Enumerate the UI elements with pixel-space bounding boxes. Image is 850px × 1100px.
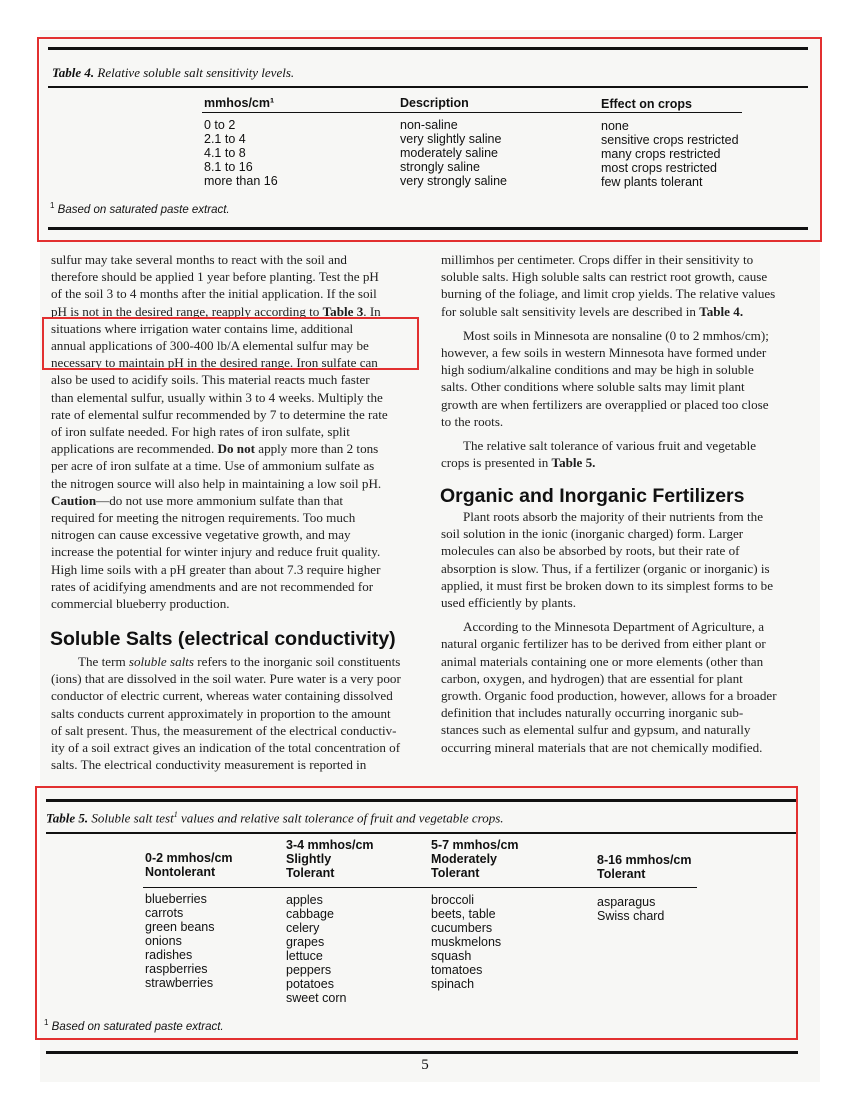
table-cell: very slightly saline	[400, 132, 502, 146]
list-item: cucumbers	[431, 921, 493, 935]
caution-emphasis: Caution	[51, 492, 97, 508]
text-line: The relative salt tolerance of various fruit and vegetable	[463, 438, 757, 454]
table4-header-mmhos: mmhos/cm¹	[204, 96, 275, 110]
highlight-box-table5	[35, 786, 798, 1040]
list-item: asparagus	[597, 895, 656, 909]
text-line: definition that includes naturally occurring inorganic sub-	[441, 705, 744, 721]
text-line: salts. The electrical conductivity measurement is reported in	[51, 757, 367, 773]
text-line: the nitrogen source will also help in maintaining a low soil pH.	[51, 475, 382, 491]
text-line: nitrogen can cause excessive vegetative growth, and may	[51, 527, 351, 543]
table3-reference: Table 3	[322, 303, 364, 319]
list-item: apples	[286, 893, 323, 907]
table-cell: none	[601, 119, 629, 133]
list-item: cabbage	[286, 907, 334, 921]
paragraph-salt-tolerance	[441, 437, 803, 471]
text-line: sulfur may take several months to react with the soil and	[51, 252, 347, 267]
paragraph-mn-agriculture	[441, 618, 803, 756]
footnote-mark: 1	[44, 1018, 49, 1027]
text-line: rate of elemental sulfur recommended by 7 to determine the rate	[51, 406, 388, 422]
list-item: tomatoes	[431, 963, 483, 977]
table4-header-effect: Effect on crops	[601, 97, 692, 111]
list-item: sweet corn	[286, 991, 347, 1005]
text-line: animal materials containing one or more elements (other than	[441, 653, 764, 669]
table5-caption-label: Table 5.	[46, 810, 89, 826]
text-line: natural organic fertilizer has to be derived from either plant or	[441, 636, 766, 652]
list-item: peppers	[286, 963, 332, 977]
do-not-emphasis: Do not	[217, 441, 255, 457]
table-cell: 4.1 to 8	[204, 146, 246, 160]
table4-caption-label: Table 4.	[52, 65, 95, 80]
table-cell: few plants tolerant	[601, 175, 703, 189]
list-item: green beans	[145, 920, 215, 934]
table5-header-nontolerant: 0-2 mmhos/cm Nontolerant	[145, 851, 233, 879]
list-item: carrots	[145, 906, 184, 920]
text-line: for soluble salt sensitivity levels are described in Table 4.	[441, 303, 744, 319]
paragraph-millimhos	[441, 251, 803, 320]
highlight-box-irrigation	[42, 317, 419, 370]
footnote-text: Based on saturated paste extract.	[57, 203, 230, 216]
text-line: crops is presented in Table 5.	[441, 455, 596, 471]
list-item: broccoli	[431, 893, 475, 907]
text-line: salts. Other conditions where soluble salts may limit plant	[441, 379, 745, 395]
caption-footnote-mark: 1	[173, 810, 178, 819]
soluble-salts-term: soluble salts	[128, 654, 195, 669]
paragraph-soluble-salts	[51, 653, 423, 773]
text-line: per acre of iron sulfate at a time. Use of ammonium sulfate as	[51, 458, 375, 474]
table-cell: 8.1 to 16	[204, 160, 253, 174]
text-line: of iron sulfate needed. For high rates of iron sulfate, split	[51, 424, 350, 440]
text-line: increase the potential for winter injury and reduce fruit quality.	[51, 544, 381, 560]
text-line: rates of acidifying amendments and are not recommended for	[51, 578, 374, 594]
text-line: high sodium/alkaline conditions and may be high in soluble	[441, 362, 754, 378]
text-line: Most soils in Minnesota are nonsaline (0 to 2 mmhos/cm);	[463, 327, 769, 343]
list-item: squash	[431, 949, 472, 963]
table-cell: most crops restricted	[601, 161, 718, 175]
text-line: carbon, oxygen, and hydrogen) that are essential for plant	[441, 670, 743, 686]
page-number: 5	[421, 1057, 429, 1073]
left-text-column	[51, 251, 423, 612]
table-cell: non-saline	[400, 118, 458, 132]
list-item: radishes	[145, 948, 193, 962]
text-line: High lime soils with a pH greater than about 7.3 require higher	[51, 561, 381, 577]
text-line: of the soil 3 to 4 months after the initial application. If the soil	[51, 286, 377, 302]
text-line: applications are recommended. Do not apply more than 2 tons	[51, 441, 379, 457]
text-line: absorption is slow. Thus, if a fertilizer (organic or inorganic) is	[441, 560, 770, 576]
list-item: beets, table	[431, 907, 496, 921]
table5-header-moderately-tolerant: 5-7 mmhos/cm Moderately Tolerant	[431, 838, 519, 880]
footnote-text: Based on saturated paste extract.	[51, 1020, 224, 1033]
list-item: Swiss chard	[597, 909, 665, 923]
text-line: used efficiently by plants.	[441, 595, 577, 611]
text-line: pH is not in the desired range, reapply according to Table 3. In	[51, 303, 381, 319]
footnote-mark: 1	[50, 201, 55, 210]
table-cell: sensitive crops restricted	[601, 133, 739, 147]
text-line: soluble salts. High soluble salts can restrict root growth, cause	[441, 269, 768, 285]
text-line: burning of the foliage, and limit crop yields. The relative values	[441, 286, 776, 302]
text-line: occurring mineral materials that are not chemically modified.	[441, 739, 763, 755]
table-cell: more than 16	[204, 174, 278, 188]
table4-caption-text: Relative soluble salt sensitivity levels.	[97, 65, 295, 80]
table-cell: strongly saline	[400, 160, 480, 174]
paragraph-minnesota-soils	[441, 327, 803, 430]
heading-fertilizers: Organic and Inorganic Fertilizers	[440, 485, 745, 507]
text-line: stances such as elemental sulfur and gypsum, and naturally	[441, 722, 751, 738]
table5-reference: Table 5.	[551, 455, 596, 471]
table-cell: very strongly saline	[400, 174, 507, 188]
text-line: to the roots.	[441, 413, 504, 429]
paragraph-sulfur	[51, 251, 423, 612]
list-item: grapes	[286, 935, 325, 949]
text-line: According to the Minnesota Department of Agriculture, a	[463, 619, 765, 635]
table4-reference: Table 4.	[699, 303, 744, 319]
text-line: The term soluble salts refers to the inorganic soil constituents	[78, 654, 401, 669]
list-item: lettuce	[286, 949, 323, 963]
paragraph-plant-roots	[441, 508, 803, 611]
text-line: of salt present. Thus, the measurement of the electrical conductiv-	[51, 722, 397, 738]
table4-header-description: Description	[400, 96, 469, 110]
highlight-box-table4	[37, 37, 822, 242]
table-cell: 2.1 to 4	[204, 132, 246, 146]
text-line: however, a few soils in western Minnesota have formed under	[441, 345, 767, 361]
text-line: also be used to acidify soils. This material reacts much faster	[51, 372, 370, 388]
text-line: soil solution in the ionic (inorganic charged) form. Larger	[441, 526, 744, 542]
heading-soluble-salts: Soluble Salts (electrical conductivity)	[50, 628, 396, 650]
text-line: situations where irrigation water contains lime, additional	[51, 320, 354, 336]
text-line: required for meeting the nitrogen requirements. Too much	[51, 510, 356, 526]
list-item: celery	[286, 921, 320, 935]
text-line: molecules can also be absorbed by roots, but their rate of	[441, 543, 740, 559]
table-cell: 0 to 2	[204, 118, 236, 132]
text-line: Plant roots absorb the majority of their nutrients from the	[463, 509, 764, 524]
list-item: strawberries	[145, 976, 214, 990]
text-line: salts conducts current approximately in proportion to the amount	[51, 705, 391, 721]
list-item: raspberries	[145, 962, 208, 976]
right-text-column-2	[441, 508, 803, 756]
text-line: annual applications of 300-400 lb/A elemental sulfur may be	[51, 338, 369, 354]
left-text-column-2	[51, 653, 423, 773]
text-line: growth. Organic food production, however, allows for a broader	[441, 688, 777, 704]
text-line: millimhos per centimeter. Crops differ in their sensitivity to	[441, 252, 754, 267]
list-item: spinach	[431, 977, 475, 991]
list-item: onions	[145, 934, 182, 948]
text-line: applied, it must first be broken down to its simplest forms to be	[441, 577, 774, 593]
list-item: blueberries	[145, 892, 207, 906]
text-line: (ions) that are dissolved in the soil water. Pure water is a very poor	[51, 671, 401, 687]
table-cell: many crops restricted	[601, 147, 721, 161]
text-line: ity of a soil extract gives an indication of the total concentration of	[51, 740, 401, 756]
list-item: potatoes	[286, 977, 334, 991]
table5-header-slightly-tolerant: 3-4 mmhos/cm Slightly Tolerant	[286, 838, 374, 880]
text-line: conductor of electric current, whereas water containing dissolved	[51, 688, 393, 704]
text-line: growth are when fertilizers are overapplied or placed too close	[441, 396, 769, 412]
table5-caption: Table 5. Soluble salt test$^1$ values and relative salt tolerance of fruit and vegetable crops.	[46, 810, 504, 826]
text-line: Caution—do not use more ammonium sulfate than that	[51, 492, 344, 508]
table5-header-tolerant: 8-16 mmhos/cm Tolerant	[597, 853, 692, 881]
right-text-column	[441, 251, 803, 471]
list-item: muskmelons	[431, 935, 502, 949]
page-bottom-rule	[46, 1051, 798, 1054]
text-line: than elemental sulfur, usually within 3 to 4 weeks. Multiply the	[51, 389, 383, 405]
text-line: necessary to maintain pH in the desired range. Iron sulfate can	[51, 355, 378, 371]
text-line: commercial blueberry production.	[51, 596, 230, 612]
table-cell: moderately saline	[400, 146, 498, 160]
text-line: therefore should be applied 1 year before planting. Test the pH	[51, 269, 379, 285]
